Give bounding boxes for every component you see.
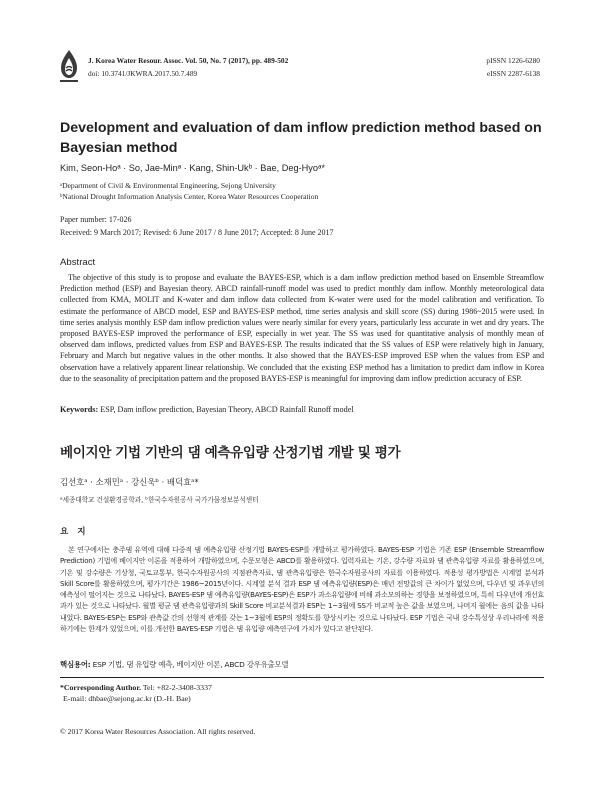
paper-title-line-1: Development and evaluation of dam inflow prediction method based on: [60, 120, 542, 136]
copyright: © 2017 Korea Water Resources Association. All rights reserved.: [60, 727, 256, 736]
affiliation-a: ᵃDepartment of Civil & Environmental Engineering, Sejong University: [60, 181, 276, 190]
paper-info: [60, 213, 334, 239]
paper-number: Paper number: 17-026: [60, 215, 132, 224]
affiliations: [60, 180, 318, 202]
keywords-list: ESP, Dam inflow prediction, Bayesian Theory, ABCD Rainfall Runoff model: [98, 405, 354, 414]
journal-header: [88, 55, 288, 80]
korean-author-list: 김선호ᵃ · 소재민ᵃ · 강신욱ᵇ · 배덕효ᵃ*: [60, 477, 199, 487]
korean-summary-heading: 요 지: [60, 527, 89, 537]
journal-citation: J. Korea Water Resour. Assoc. Vol. 50, No. 7 (2017), pp. 489-502: [88, 56, 289, 65]
journal-logo-icon: [58, 49, 80, 83]
korean-keywords-label: 핵심용어:: [60, 660, 91, 669]
footnote-divider: [60, 677, 544, 678]
korean-keywords-list: ESP 기법, 댐 유입량 예측, 베이지안 이론, ABCD 강우유출모델: [90, 660, 289, 669]
corresponding-author-tel: Tel: +82-2-3408-3337: [141, 683, 212, 692]
corresponding-author-email[interactable]: E-mail: dhbae@sejong.ac.kr (D.-H. Bae): [63, 694, 191, 703]
paper-title: [60, 118, 550, 158]
abstract-heading: Abstract: [60, 257, 96, 268]
abstract-text: The objective of this study is to propose and evaluate the BAYES-ESP, which is a dam inflow prediction method based on Ensemble Streamflow Prediction method (ESP) and Bayesian theory. ABCD rainfall-runoff model was used to predict monthly dam inflow. Monthly meteorological data collected from KMA, MOLIT and K-water and dam inflow data collected from K-water were used for the model calibration and verification. To estimate the performance of ABCD model, ESP and BAYES-ESP method, time series analysis and skill score (SS) during 1986~2015 were used. In time series analysis monthly ESP dam inflow prediction values were nearly similar for every years, particularly less accurate in wet and dry years. The proposed BAYES-ESP improved the performance of ESP, especially in wet year. The SS was used for quantitative analysis of monthly mean of observed dam inflows, predicted values from ESP and BAYES-ESP. The results indicated that the SS values of ESP were relatively high in January, February and March but negative values in the other months. It also showed that the BAYES-ESP improved ESP when the values from ESP and observation have a relatively apparent linear relationship. We concluded that the existing ESP method has a limitation to predict dam inflow in Korea due to the seasonality of precipitation pattern and the proposed BAYES-ESP is meaningful for improving dam inflow prediction accuracy of ESP.: [60, 273, 544, 383]
corresponding-author-label: *Corresponding Author.: [60, 683, 142, 692]
issn-block: [486, 55, 540, 80]
keywords: [60, 405, 354, 414]
korean-summary-text: 본 연구에서는 충주댐 유역에 대해 다중적 댐 예측유입량 산정기법 BAYES-ESP를 개발하고 평가하였다. BAYES-ESP 기법은 기존 ESP (Ensemble Streamflow Prediction) 기법에 베이지안 이론을 적용하여 개발하였으며, 수문모형은 ABCD를 활용하였다. 입력자료는 기온, 강수량 자료와 댐 관측유입량 자료를 활용하였으며, 기온 및 강수량은 기상청, 국토교통부, 한국수자원공사의 지점관측자료, 댐 관측유입량은 한국수자원공사의 자료를 이용하였다. 적용성 평가방법은 시계열 분석과 Skill Score를 활용하였으며, 평가기간은 1986~2015년이다. 시계열 분석 결과 ESP 댐 예측유입량(ESP)은 매년 전망값의 큰 차이가 없었으며, 다우년 및 과우년의 예측성이 떨어지는 것으로 나타났다. BAYES-ESP 댐 예측유입량(BAYES-ESP)은 ESP가 과소유입량에 비해 과소모의하는 경향을 보정하였으며, 특히 다우년에 개선효과가 있는 것으로 나타났다. 월별 평균 댐 관측유입량과의 Skill Score 비교분석결과 ESP는 1~3월에 SS가 비교적 높은 값을 보였으며, 나머지 월에는 음의 값을 나타내었다. BAYES-ESP는 ESP와 관측값 간의 선형적 관계를 갖는 1~3월에 ESP의 정확도를 향상시키는 것으로 나타났다. ESP 기법은 국내 강수특성상 우리나라에 적용하기에는 한계가 있었으며, 이를 개선한 BAYES-ESP 기법은 댐 유입량 예측연구에 가치가 있다고 판단된다.: [60, 545, 544, 634]
keywords-label: Keywords:: [60, 405, 99, 414]
paper-title-line-2: Bayesian method: [60, 140, 178, 156]
eissn: eISSN 2287-6138: [486, 68, 540, 78]
paper-dates: Received: 9 March 2017; Revised: 6 June 2017 / 8 June 2017; Accepted: 8 June 2017: [60, 228, 334, 237]
corresponding-author-line: [60, 682, 212, 693]
author-list: Kim, Seon-Hoᵃ · So, Jae-Minᵃ · Kang, Shin-Ukᵇ · Bae, Deg-Hyoᵃ*: [60, 163, 325, 173]
korean-keywords: [60, 659, 288, 670]
affiliation-b: ᵇNational Drought Information Analysis Center, Korea Water Resources Cooperation: [60, 192, 319, 201]
korean-title: 베이지안 기법 기반의 댐 예측유입량 산정기법 개발 및 평가: [60, 445, 401, 461]
pissn: pISSN 1226-6280: [486, 56, 540, 65]
corresponding-author: [60, 682, 212, 704]
doi-link[interactable]: doi: 10.3741/JKWRA.2017.50.7.489: [88, 68, 198, 78]
korean-affiliation: ᵃ세종대학교 건설환경공학과, ᵇ한국수자원공사 국가가뭄정보분석센터: [60, 496, 259, 504]
